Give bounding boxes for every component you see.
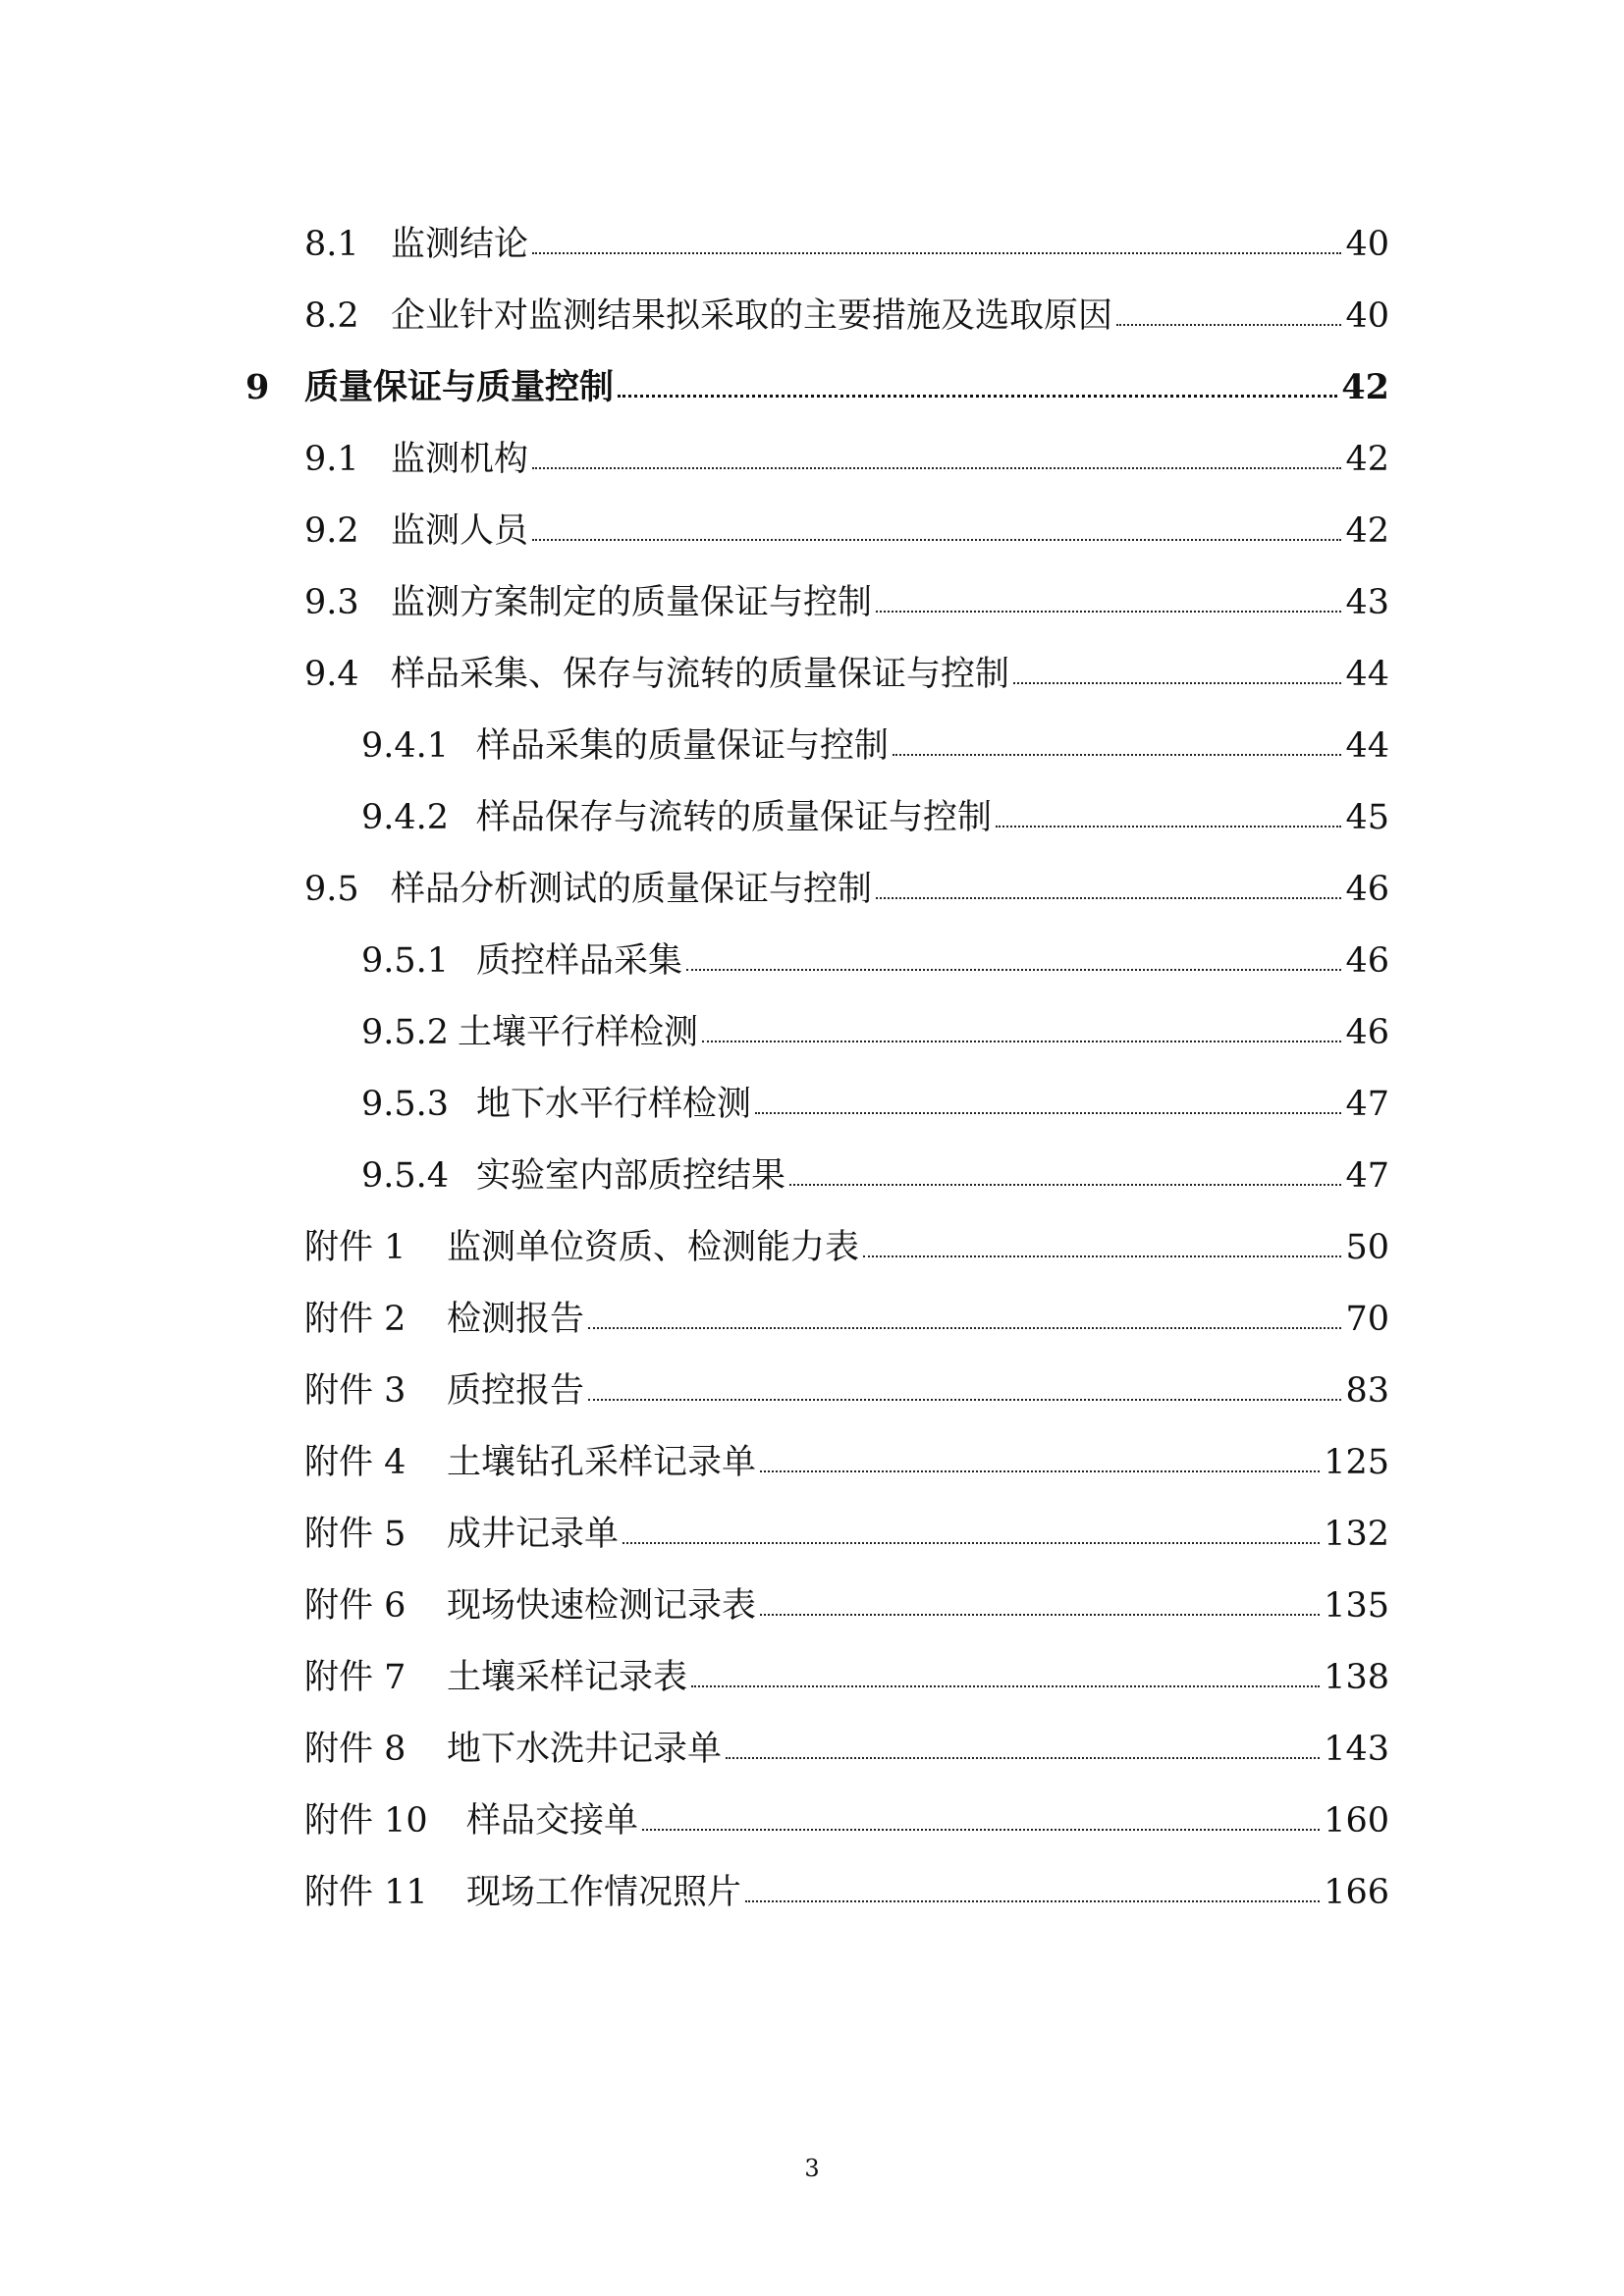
toc-entry-number: 9 xyxy=(245,366,270,407)
toc-entry-9-5-3[interactable] xyxy=(361,1064,1389,1123)
toc-entry-number: 9.4.1 xyxy=(361,725,450,766)
toc-entry-title: 样品采集的质量保证与控制 xyxy=(476,725,890,766)
toc-entry-title: 实验室内部质控结果 xyxy=(476,1155,786,1196)
toc-entry-appendix-7[interactable] xyxy=(304,1637,1389,1696)
toc-entry-8-1[interactable] xyxy=(304,204,1389,263)
toc-entry-page: 40 xyxy=(1345,295,1389,336)
toc-entry-number: 附件 1 xyxy=(304,1227,406,1267)
toc-entry-page: 47 xyxy=(1345,1155,1389,1196)
dot-leader xyxy=(789,1184,1341,1186)
toc-entry-9-5-4[interactable] xyxy=(361,1136,1389,1195)
toc-entry-title: 样品分析测试的质量保证与控制 xyxy=(391,869,873,909)
toc-entry-number: 9.5.1 xyxy=(361,940,450,981)
dot-leader xyxy=(588,1399,1341,1401)
toc-entry-title: 现场工作情况照片 xyxy=(466,1872,742,1912)
toc-entry-9-5-2[interactable] xyxy=(361,992,1389,1051)
toc-entry-page: 135 xyxy=(1324,1585,1389,1626)
toc-entry-8-2[interactable] xyxy=(304,276,1389,335)
toc-entry-appendix-6[interactable] xyxy=(304,1566,1389,1625)
dot-leader xyxy=(760,1614,1320,1616)
dot-leader xyxy=(588,1327,1341,1329)
toc-entry-title: 检测报告 xyxy=(447,1299,585,1339)
toc-entry-title: 地下水平行样检测 xyxy=(476,1084,752,1124)
dot-leader xyxy=(745,1900,1320,1902)
page-number: 3 xyxy=(804,2155,820,2182)
toc-entry-page: 42 xyxy=(1345,510,1389,551)
toc-entry-number: 9.5.3 xyxy=(361,1084,450,1124)
toc-entry-page: 43 xyxy=(1345,582,1389,622)
toc-entry-title: 质控报告 xyxy=(447,1370,585,1411)
toc-entry-page: 83 xyxy=(1345,1370,1389,1411)
dot-leader xyxy=(642,1829,1320,1831)
toc-entry-title: 监测结论 xyxy=(391,224,529,264)
toc-entry-page: 166 xyxy=(1324,1872,1389,1912)
toc-entry-title: 样品采集、保存与流转的质量保证与控制 xyxy=(391,654,1010,694)
dot-leader xyxy=(996,826,1341,828)
toc-entry-9-1[interactable] xyxy=(304,419,1389,478)
toc-entry-page: 70 xyxy=(1345,1299,1389,1339)
toc-entry-page: 42 xyxy=(1345,439,1389,479)
dot-leader xyxy=(755,1112,1341,1114)
toc-entry-page: 47 xyxy=(1345,1084,1389,1124)
toc-entry-9-5[interactable] xyxy=(304,849,1389,908)
toc-entry-page: 46 xyxy=(1345,869,1389,909)
toc-entry-number: 附件 5 xyxy=(304,1514,406,1554)
toc-entry-9-4-2[interactable] xyxy=(361,777,1389,836)
toc-entry-number: 附件 4 xyxy=(304,1442,406,1482)
dot-leader xyxy=(691,1685,1320,1687)
toc-entry-number: 附件 7 xyxy=(304,1657,406,1697)
toc-entry-title: 成井记录单 xyxy=(447,1514,620,1554)
toc-entry-number: 9.5 xyxy=(304,869,359,909)
toc-entry-page: 45 xyxy=(1345,797,1389,837)
toc-entry-number: 8.1 xyxy=(304,224,359,264)
toc-entry-page: 138 xyxy=(1324,1657,1389,1697)
toc-entry-page: 50 xyxy=(1345,1227,1389,1267)
dot-leader xyxy=(876,897,1341,899)
toc-entry-title: 样品交接单 xyxy=(466,1800,639,1841)
toc-entry-page: 125 xyxy=(1324,1442,1389,1482)
toc-entry-appendix-3[interactable] xyxy=(304,1351,1389,1410)
toc-entry-appendix-4[interactable] xyxy=(304,1422,1389,1481)
toc-entry-page: 160 xyxy=(1324,1800,1389,1841)
toc-entry-page: 44 xyxy=(1345,725,1389,766)
toc-entry-appendix-5[interactable] xyxy=(304,1494,1389,1553)
toc-entry-title: 监测方案制定的质量保证与控制 xyxy=(391,582,873,622)
toc-entry-page: 44 xyxy=(1345,654,1389,694)
dot-leader xyxy=(876,611,1341,613)
toc-entry-page: 46 xyxy=(1345,1012,1389,1052)
toc-entry-appendix-10[interactable] xyxy=(304,1781,1389,1840)
toc-entry-appendix-2[interactable] xyxy=(304,1279,1389,1338)
toc-entry-title: 监测机构 xyxy=(391,439,529,479)
toc-entry-title: 质控样品采集 xyxy=(476,940,683,981)
toc-entry-title: 地下水洗井记录单 xyxy=(447,1729,723,1769)
toc-entry-number: 9.3 xyxy=(304,582,359,622)
toc-entry-number: 附件 3 xyxy=(304,1370,406,1411)
dot-leader xyxy=(532,467,1341,469)
toc-entry-title: 现场快速检测记录表 xyxy=(447,1585,757,1626)
dot-leader xyxy=(1013,682,1341,684)
dot-leader xyxy=(686,969,1341,971)
toc-entry-page: 46 xyxy=(1345,940,1389,981)
toc-entry-appendix-8[interactable] xyxy=(304,1709,1389,1768)
toc-entry-chapter-9[interactable] xyxy=(245,347,1389,406)
toc-entry-9-2[interactable] xyxy=(304,491,1389,550)
toc-entry-title: 监测人员 xyxy=(391,510,529,551)
toc-entry-9-5-1[interactable] xyxy=(361,921,1389,980)
toc-entry-9-3[interactable] xyxy=(304,562,1389,621)
dot-leader xyxy=(702,1041,1341,1042)
toc-entry-9-4-1[interactable] xyxy=(361,706,1389,765)
toc-entry-title: 监测单位资质、检测能力表 xyxy=(447,1227,860,1267)
toc-entry-title: 企业针对监测结果拟采取的主要措施及选取原因 xyxy=(391,295,1113,336)
toc-entry-title: 质量保证与质量控制 xyxy=(304,366,615,407)
dot-leader xyxy=(726,1757,1320,1759)
toc-entry-title: 样品保存与流转的质量保证与控制 xyxy=(476,797,993,837)
dot-leader xyxy=(760,1470,1320,1472)
toc-entry-title: 土壤钻孔采样记录单 xyxy=(447,1442,757,1482)
toc-entry-number: 9.5.2 xyxy=(361,1012,450,1052)
toc-entry-page: 42 xyxy=(1341,366,1389,407)
toc-entry-appendix-1[interactable] xyxy=(304,1207,1389,1266)
toc-entry-page: 40 xyxy=(1345,224,1389,264)
toc-entry-title: 土壤平行样检测 xyxy=(458,1012,699,1052)
dot-leader xyxy=(623,1542,1320,1544)
dot-leader xyxy=(863,1255,1341,1257)
dot-leader xyxy=(532,252,1341,254)
toc-entry-number: 附件 11 xyxy=(304,1872,428,1912)
toc-entry-number: 附件 6 xyxy=(304,1585,406,1626)
dot-leader xyxy=(532,539,1341,541)
toc-entry-number: 9.5.4 xyxy=(361,1155,450,1196)
toc-entry-number: 9.1 xyxy=(304,439,359,479)
toc-entry-9-4[interactable] xyxy=(304,634,1389,693)
dot-leader xyxy=(893,754,1341,756)
toc-entry-appendix-11[interactable] xyxy=(304,1852,1389,1911)
toc-entry-number: 附件 2 xyxy=(304,1299,406,1339)
toc-entry-number: 9.4.2 xyxy=(361,797,450,837)
dot-leader xyxy=(618,395,1337,398)
toc-entry-page: 143 xyxy=(1324,1729,1389,1769)
toc-entry-page: 132 xyxy=(1324,1514,1389,1554)
toc-entry-number: 8.2 xyxy=(304,295,359,336)
toc-entry-number: 附件 10 xyxy=(304,1800,428,1841)
toc-entry-number: 9.2 xyxy=(304,510,359,551)
toc-entry-number: 附件 8 xyxy=(304,1729,406,1769)
toc-entry-number: 9.4 xyxy=(304,654,359,694)
dot-leader xyxy=(1116,324,1341,326)
toc-entry-title: 土壤采样记录表 xyxy=(447,1657,688,1697)
